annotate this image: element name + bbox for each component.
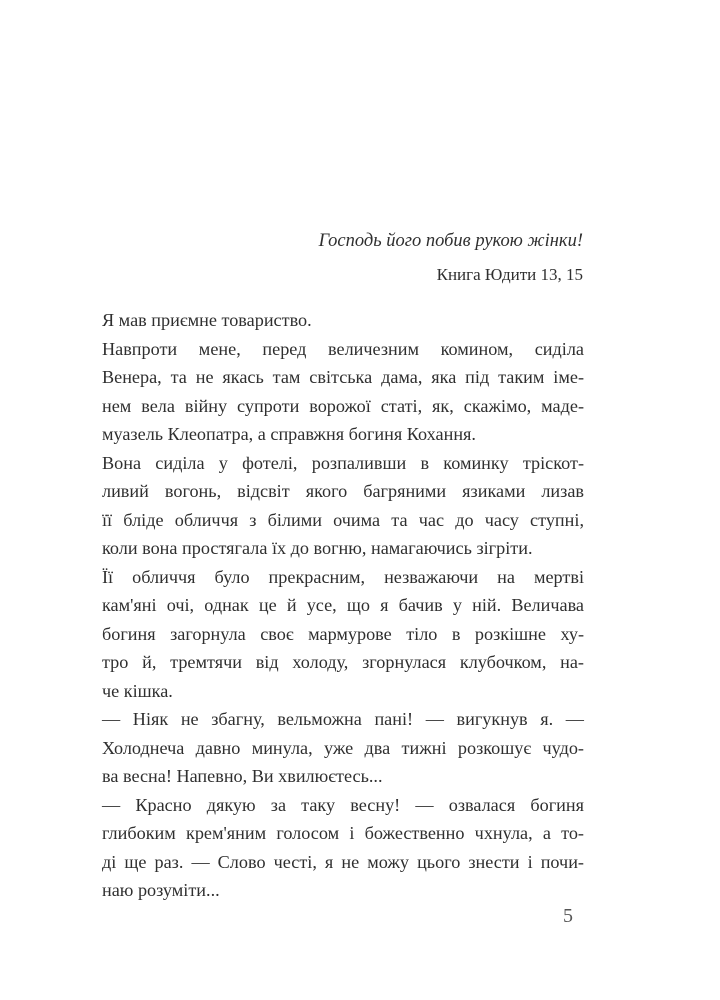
text-line-14: че кішка. <box>102 680 173 701</box>
text-line-17: ва весна! Напевно, Ви хвилюєтесь... <box>102 766 383 786</box>
epigraph <box>319 228 583 288</box>
text-line-4: нем вела війну супроти ворожої статі, як, скажімо, маде- <box>102 395 584 416</box>
page-number: 5 <box>563 905 573 927</box>
text-line-9: коли вона простягала їх до вогню, намагаючись зігріти. <box>102 538 533 558</box>
text-line-21: наю розуміти... <box>102 880 220 900</box>
epigraph-source: Книга Юдити 13, 15 <box>436 265 583 284</box>
text-line-3: Венера, та не якась там світська дама, яка під таким іме- <box>102 367 584 387</box>
text-line-15: — Ніяк не збагну, вельможна пані! — вигукнув я. — <box>102 709 584 729</box>
text-line-12: богиня загорнула своє мармурове тіло в розкішне ху- <box>102 623 584 644</box>
text-line-11: кам'яні очі, однак це й усе, що я бачив у ній. Величава <box>102 595 584 615</box>
text-line-1: Я мав приємне товариство. <box>102 310 312 330</box>
text-line-20: ді ще раз. — Слово честі, я не можу цього знести і почи- <box>102 851 584 872</box>
text-line-10: Її обличчя було прекрасним, незважаючи на мертві <box>102 566 584 587</box>
body-text <box>102 306 584 905</box>
text-line-8: її бліде обличчя з білими очима та час до часу ступні, <box>102 509 584 530</box>
text-line-5: муазель Клеопатра, а справжня богиня Кохання. <box>102 424 476 444</box>
text-line-2: Навпроти мене, перед величезним комином, сиділа <box>102 338 584 359</box>
text-line-19: глибоким крем'яним голосом і божественно чхнула, а то- <box>102 823 584 843</box>
text-line-7: ливий вогонь, відсвіт якого багряними язиками лизав <box>102 481 584 501</box>
text-line-6: Вона сиділа у фотелі, розпаливши в коминку тріскот- <box>102 452 584 473</box>
text-line-18: — Красно дякую за таку весну! — озвалася богиня <box>102 794 584 815</box>
epigraph-quote: Господь його побив рукою жінки! <box>318 231 583 251</box>
text-line-16: Холоднеча давно минула, уже два тижні розкошує чудо- <box>102 737 584 758</box>
text-line-13: тро й, тремтячи від холоду, згорнулася клубочком, на- <box>102 652 584 672</box>
